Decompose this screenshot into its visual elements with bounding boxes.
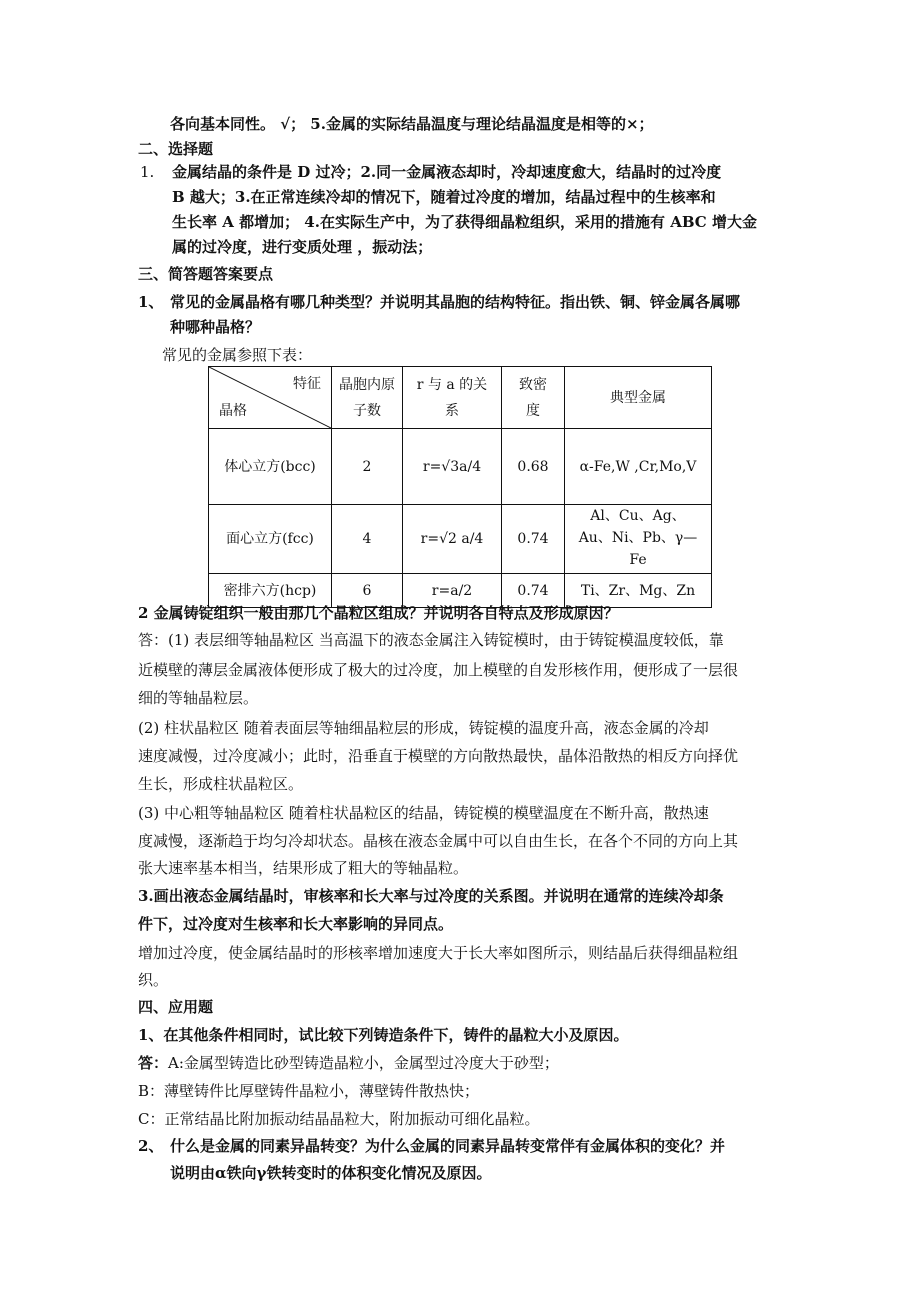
section-choice-title: 二、选择题 — [138, 140, 214, 158]
section-short-answer-title: 三、简答题答案要点 — [138, 265, 274, 283]
header-relation-text: r 与 a 的关系 — [416, 376, 488, 419]
diagonal-header-cell — [209, 367, 332, 429]
choice-line-1: 金属结晶的条件是 D 过冷；2.同一金属液态却时，冷却速度愈大，结晶时的过冷度 — [172, 163, 722, 181]
cell-density: 0.68 — [502, 429, 565, 505]
choice-number: 1. — [140, 163, 155, 181]
q3-answer-line-1: 增加过冷度，使金属结晶时的形核率增加速度大于长大率如图所示，则结晶后获得细晶粒组 — [138, 944, 739, 962]
cell-metals — [565, 429, 712, 505]
lattice-table — [208, 366, 712, 608]
cell-lattice: 密排六方(hcp) — [209, 574, 332, 608]
cell-relation: r=√2 a/4 — [403, 505, 502, 574]
cell-atoms: 2 — [332, 429, 403, 505]
q2-answer-line-9: 张大速率基本相当，结果形成了粗大的等轴晶粒。 — [138, 859, 469, 877]
cell-metals-text: Al、Cu、Ag、Au、Ni、Pb、γ—Fe — [578, 508, 698, 568]
q3-answer-line-2: 织。 — [138, 971, 169, 989]
header-atoms — [332, 367, 403, 429]
q2-answer-line-4: (2) 柱状晶粒区 随着表面层等轴细晶粒层的形成，铸锭模的温度升高，液态金属的冷却 — [138, 719, 709, 737]
q2-answer-line-7: (3) 中心粗等轴晶粒区 随着柱状晶粒区的结晶，铸锭模的模壁温度在不断升高，散热速 — [138, 804, 709, 822]
header-relation — [403, 367, 502, 429]
answer-prefix: 答： — [138, 1054, 169, 1072]
q2-answer-line-8: 度减慢，逐渐趋于均匀冷却状态。晶核在液态金属中可以自由生长，在各个不同的方向上其 — [138, 832, 739, 850]
q1-line-1: 常见的金属晶格有哪几种类型？并说明其晶胞的结构特征。指出铁、铜、锌金属各属哪 — [170, 293, 741, 311]
app-answer-line-3: C：正常结晶比附加振动结晶晶粒大，附加振动可细化晶粒。 — [138, 1110, 540, 1128]
choice-line-4: 属的过冷度，进行变质处理 ，振动法； — [172, 238, 433, 256]
table-row — [209, 429, 712, 505]
cell-relation: r=a/2 — [403, 574, 502, 608]
header-feature: 特征 — [293, 376, 321, 392]
header-density-text: 致密度 — [519, 376, 547, 419]
cell-lattice: 面心立方(fcc) — [209, 505, 332, 574]
cell-lattice: 体心立方(bcc) — [209, 429, 332, 505]
app-answer-line-2: B：薄壁铸件比厚壁铸件晶粒小，薄壁铸件散热快； — [138, 1082, 480, 1100]
q2-answer-line-6: 生长，形成柱状晶粒区。 — [138, 775, 304, 793]
cell-metals — [565, 505, 712, 574]
header-density — [502, 367, 565, 429]
q2-answer-line-3: 细的等轴晶粒层。 — [138, 689, 259, 707]
q3-line-2: 件下，过冷度对生核率和长大率影响的异同点。 — [138, 915, 454, 933]
section-application-title: 四、应用题 — [138, 998, 214, 1016]
cell-density: 0.74 — [502, 574, 565, 608]
q1-line-2: 种哪种晶格？ — [170, 318, 261, 336]
cell-atoms: 6 — [332, 574, 403, 608]
q2-answer-line-1: 答：(1) 表层细等轴晶粒区 当高温下的液态金属注入铸锭模时，由于铸锭模温度较低，靠 — [138, 631, 724, 649]
app-answer-line-1 — [138, 1053, 559, 1073]
cell-metals: Ti、Zr、Mg、Zn — [565, 574, 712, 608]
table-header-row — [209, 367, 712, 429]
q2-title: 2 金属铸锭组织一般由那几个晶粒区组成？并说明各自特点及形成原因？ — [138, 604, 619, 622]
header-metals: 典型金属 — [565, 367, 712, 429]
q2-answer-line-5: 速度减慢，过冷度减小；此时，沿垂直于模壁的方向散热最快，晶体沿散热的相反方向择优 — [138, 747, 739, 765]
cell-density: 0.74 — [502, 505, 565, 574]
q1-number: 1、 — [138, 293, 164, 311]
table-intro: 常见的金属参照下表： — [162, 346, 313, 364]
cell-relation: r=√3a/4 — [403, 429, 502, 505]
intro-line: 各向基本同性。 √； 5.金属的实际结晶温度与理论结晶温度是相等的×； — [170, 115, 654, 133]
choice-line-3: 生长率 A 都增加； 4.在实际生产中，为了获得细晶粒组织，采用的措施有 ABC 增大金 — [172, 213, 757, 231]
header-lattice: 晶格 — [219, 403, 247, 419]
q3-line-1: 3.画出液态金属结晶时，审核率和长大率与过冷度的关系图。并说明在通常的连续冷却条 — [138, 887, 724, 905]
cell-atoms: 4 — [332, 505, 403, 574]
app-q1: 1、在其他条件相同时，试比较下列铸造条件下，铸件的晶粒大小及原因。 — [138, 1026, 629, 1044]
cell-metals-text: α-Fe,W ,Cr,Mo,V — [579, 458, 697, 475]
app-q2-line-2: 说明由α铁向γ铁转变时的体积变化情况及原因。 — [170, 1164, 492, 1182]
q2-answer-line-2: 近模壁的薄层金属液体便形成了极大的过冷度，加上模壁的自发形核作用，便形成了一层很 — [138, 661, 739, 679]
answer-a: A:金属型铸造比砂型铸造晶粒小，金属型过冷度大于砂型； — [168, 1054, 559, 1072]
app-q2-number: 2、 — [138, 1137, 164, 1155]
app-q2-line-1: 什么是金属的同素异晶转变？为什么金属的同素异晶转变常伴有金属体积的变化？并 — [170, 1137, 726, 1155]
choice-line-2: B 越大；3.在正常连续冷却的情况下，随着过冷度的增加，结晶过程中的生核率和 — [172, 188, 716, 206]
table-row — [209, 505, 712, 574]
header-atoms-text: 晶胞内原子数 — [339, 376, 395, 419]
